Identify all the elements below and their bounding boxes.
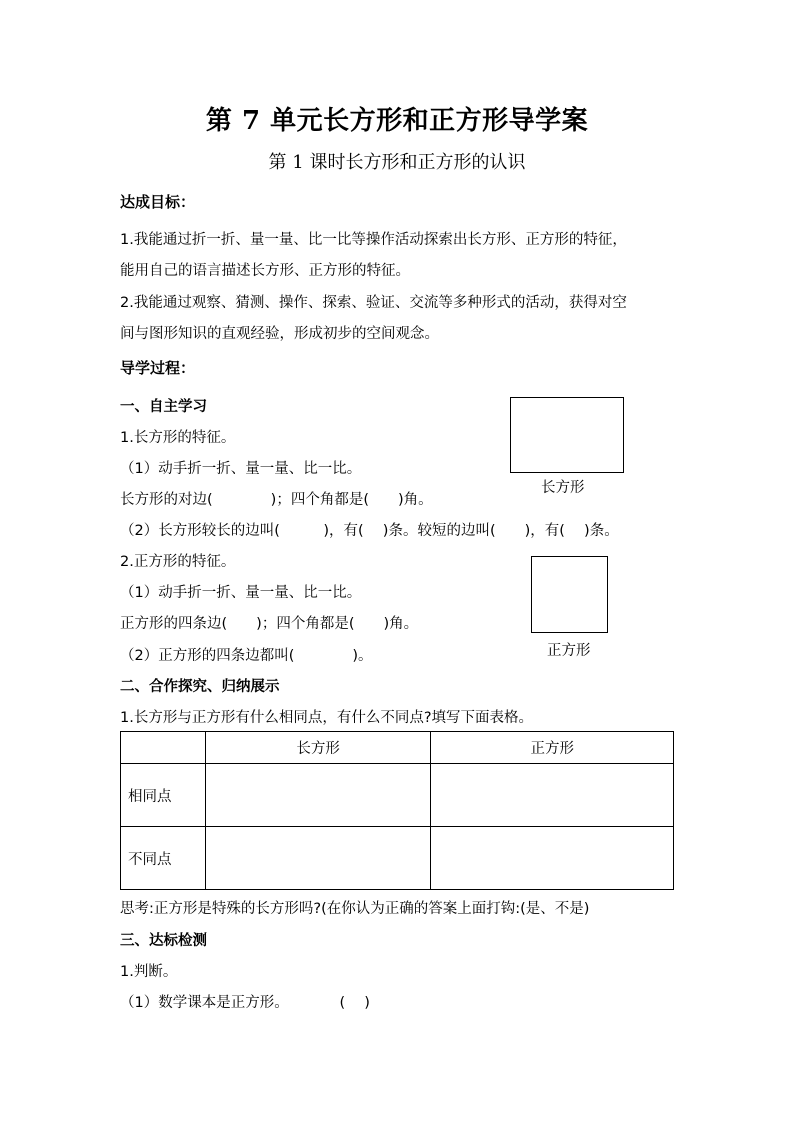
goal-1-line-2: 能用自己的语言描述长方形、正方形的特征。 [120,263,410,279]
think-question: 思考:正方形是特殊的长方形吗?(在你认为正确的答案上面打钩:(是、不是) [120,901,590,917]
square-step-2: （2）正方形的四条边都叫( )。 [120,648,373,664]
square-fill-1: 正方形的四条边( )；四个角都是( )角。 [120,616,419,632]
section-3-heading: 三、达标检测 [120,933,207,949]
cell-square-differences[interactable] [431,827,674,890]
table-row [121,827,674,890]
rectangle-figure-label: 长方形 [541,480,585,496]
table-row [121,764,674,827]
square-step-1: （1）动手折一折、量一量、比一比。 [120,585,362,601]
rectangle-fill-1: 长方形的对边( )；四个角都是( )角。 [120,492,433,508]
section-1-heading: 一、自主学习 [120,399,207,415]
section-2-heading: 二、合作探究、归纳展示 [120,679,280,695]
table-header-corner [121,732,206,764]
rectangle-figure [510,397,624,473]
process-heading: 导学过程： [120,359,196,377]
goal-2-line-2: 间与图形知识的直观经验，形成初步的空间观念。 [120,326,439,342]
table-header-rectangle: 长方形 [205,732,431,764]
judge-item-1: （1）数学课本是正方形。 ( ) [120,995,370,1011]
row-label-similarities: 相同点 [121,764,206,827]
goal-1-line-1: 1.我能通过折一折、量一量、比一比等操作活动探索出长方形、正方形的特征， [120,232,627,248]
page-title: 第 7 单元长方形和正方形导学案 [205,106,589,136]
judge-title: 1.判断。 [120,964,178,980]
cell-square-similarities[interactable] [431,764,674,827]
compare-question: 1.长方形与正方形有什么相同点，有什么不同点?填写下面表格。 [120,710,534,726]
row-label-differences: 不同点 [121,827,206,890]
lesson-subtitle: 第 1 课时长方形和正方形的认识 [268,152,526,173]
square-features-title: 2.正方形的特征。 [120,554,236,570]
rectangle-features-title: 1.长方形的特征。 [120,430,236,446]
comparison-table [120,731,674,890]
table-header-row [121,732,674,764]
rectangle-step-2: （2）长方形较长的边叫( )，有( )条。较短的边叫( )，有( )条。 [120,523,619,539]
table-header-square: 正方形 [431,732,674,764]
cell-rectangle-similarities[interactable] [205,764,431,827]
rectangle-step-1: （1）动手折一折、量一量、比一比。 [120,461,362,477]
goal-2-line-1: 2.我能通过观察、猜测、操作、探索、验证、交流等多种形式的活动，获得对空 [120,295,627,311]
square-figure-label: 正方形 [547,643,591,659]
goals-heading: 达成目标： [120,193,196,211]
cell-rectangle-differences[interactable] [205,827,431,890]
square-figure [531,556,608,633]
